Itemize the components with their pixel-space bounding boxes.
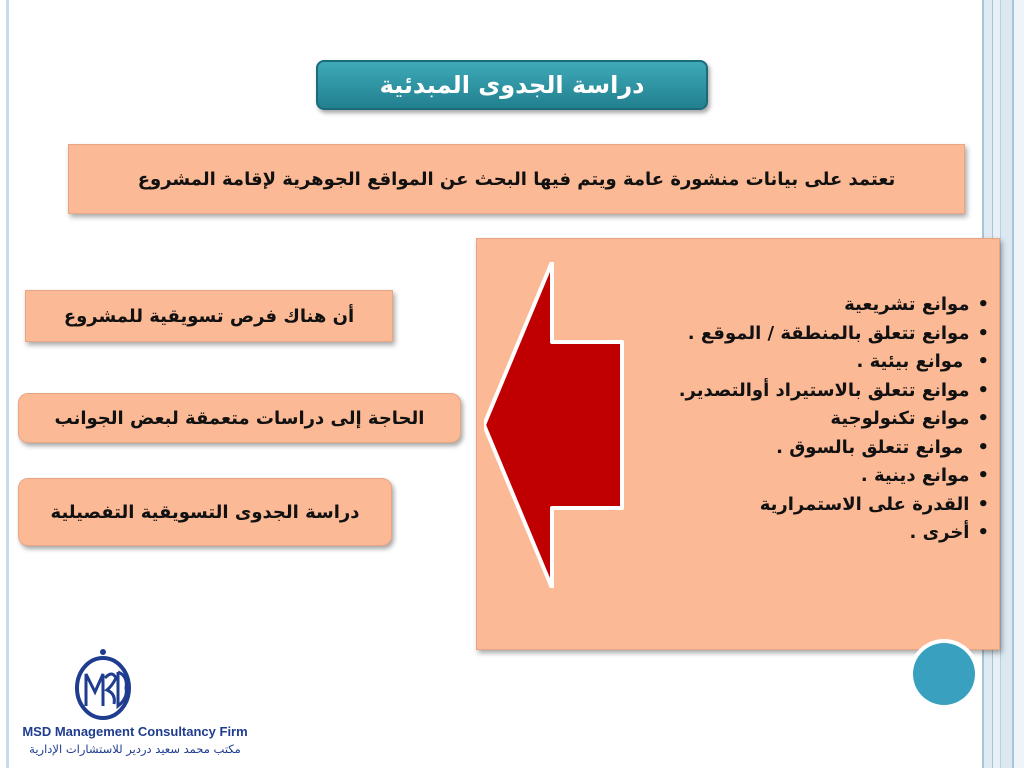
left-border-line (6, 0, 9, 768)
outcome-text: أن هناك فرص تسويقية للمشروع (63, 305, 355, 327)
constraint-item: • القدرة على الاستمرارية (679, 491, 989, 520)
outcome-box-further-studies (18, 393, 461, 443)
constraint-item: • موانع تشريعية (679, 291, 989, 320)
firm-name-english: MSD Management Consultancy Firm (22, 724, 248, 739)
left-arrow-icon (484, 262, 624, 588)
intro-text: تعتمد على بيانات منشورة عامة ويتم فيها البحث عن المواقع الجوهرية لإقامة المشروع (137, 168, 896, 190)
constraint-item: • موانع تتعلق بالسوق . (679, 434, 989, 463)
constraint-item: • موانع تتعلق بالمنطقة / الموقع . (679, 320, 989, 349)
intro-box (68, 144, 965, 214)
constraints-list (679, 291, 989, 548)
constraint-item: • موانع بيئية . (679, 348, 989, 377)
firm-name-arabic: مكتب محمد سعيد دردير للاستشارات الإدارية (29, 742, 241, 756)
constraint-item: • موانع تكنولوجية (679, 405, 989, 434)
constraint-item: • أخرى . (679, 519, 989, 548)
decorative-circle (913, 643, 975, 705)
msd-logo-icon (72, 648, 134, 722)
constraint-item: • موانع تتعلق بالاستيراد أوالتصدير. (679, 377, 989, 406)
slide-title: دراسة الجدوى المبدئية (316, 60, 708, 110)
constraint-item: • موانع دينية . (679, 462, 989, 491)
outcome-text: الحاجة إلى دراسات متعمقة لبعض الجوانب (54, 407, 425, 429)
outcome-text: دراسة الجدوى التسويقية التفصيلية (50, 501, 360, 523)
outcome-box-marketing-opportunities (25, 290, 393, 342)
outcome-box-detailed-study (18, 478, 392, 546)
